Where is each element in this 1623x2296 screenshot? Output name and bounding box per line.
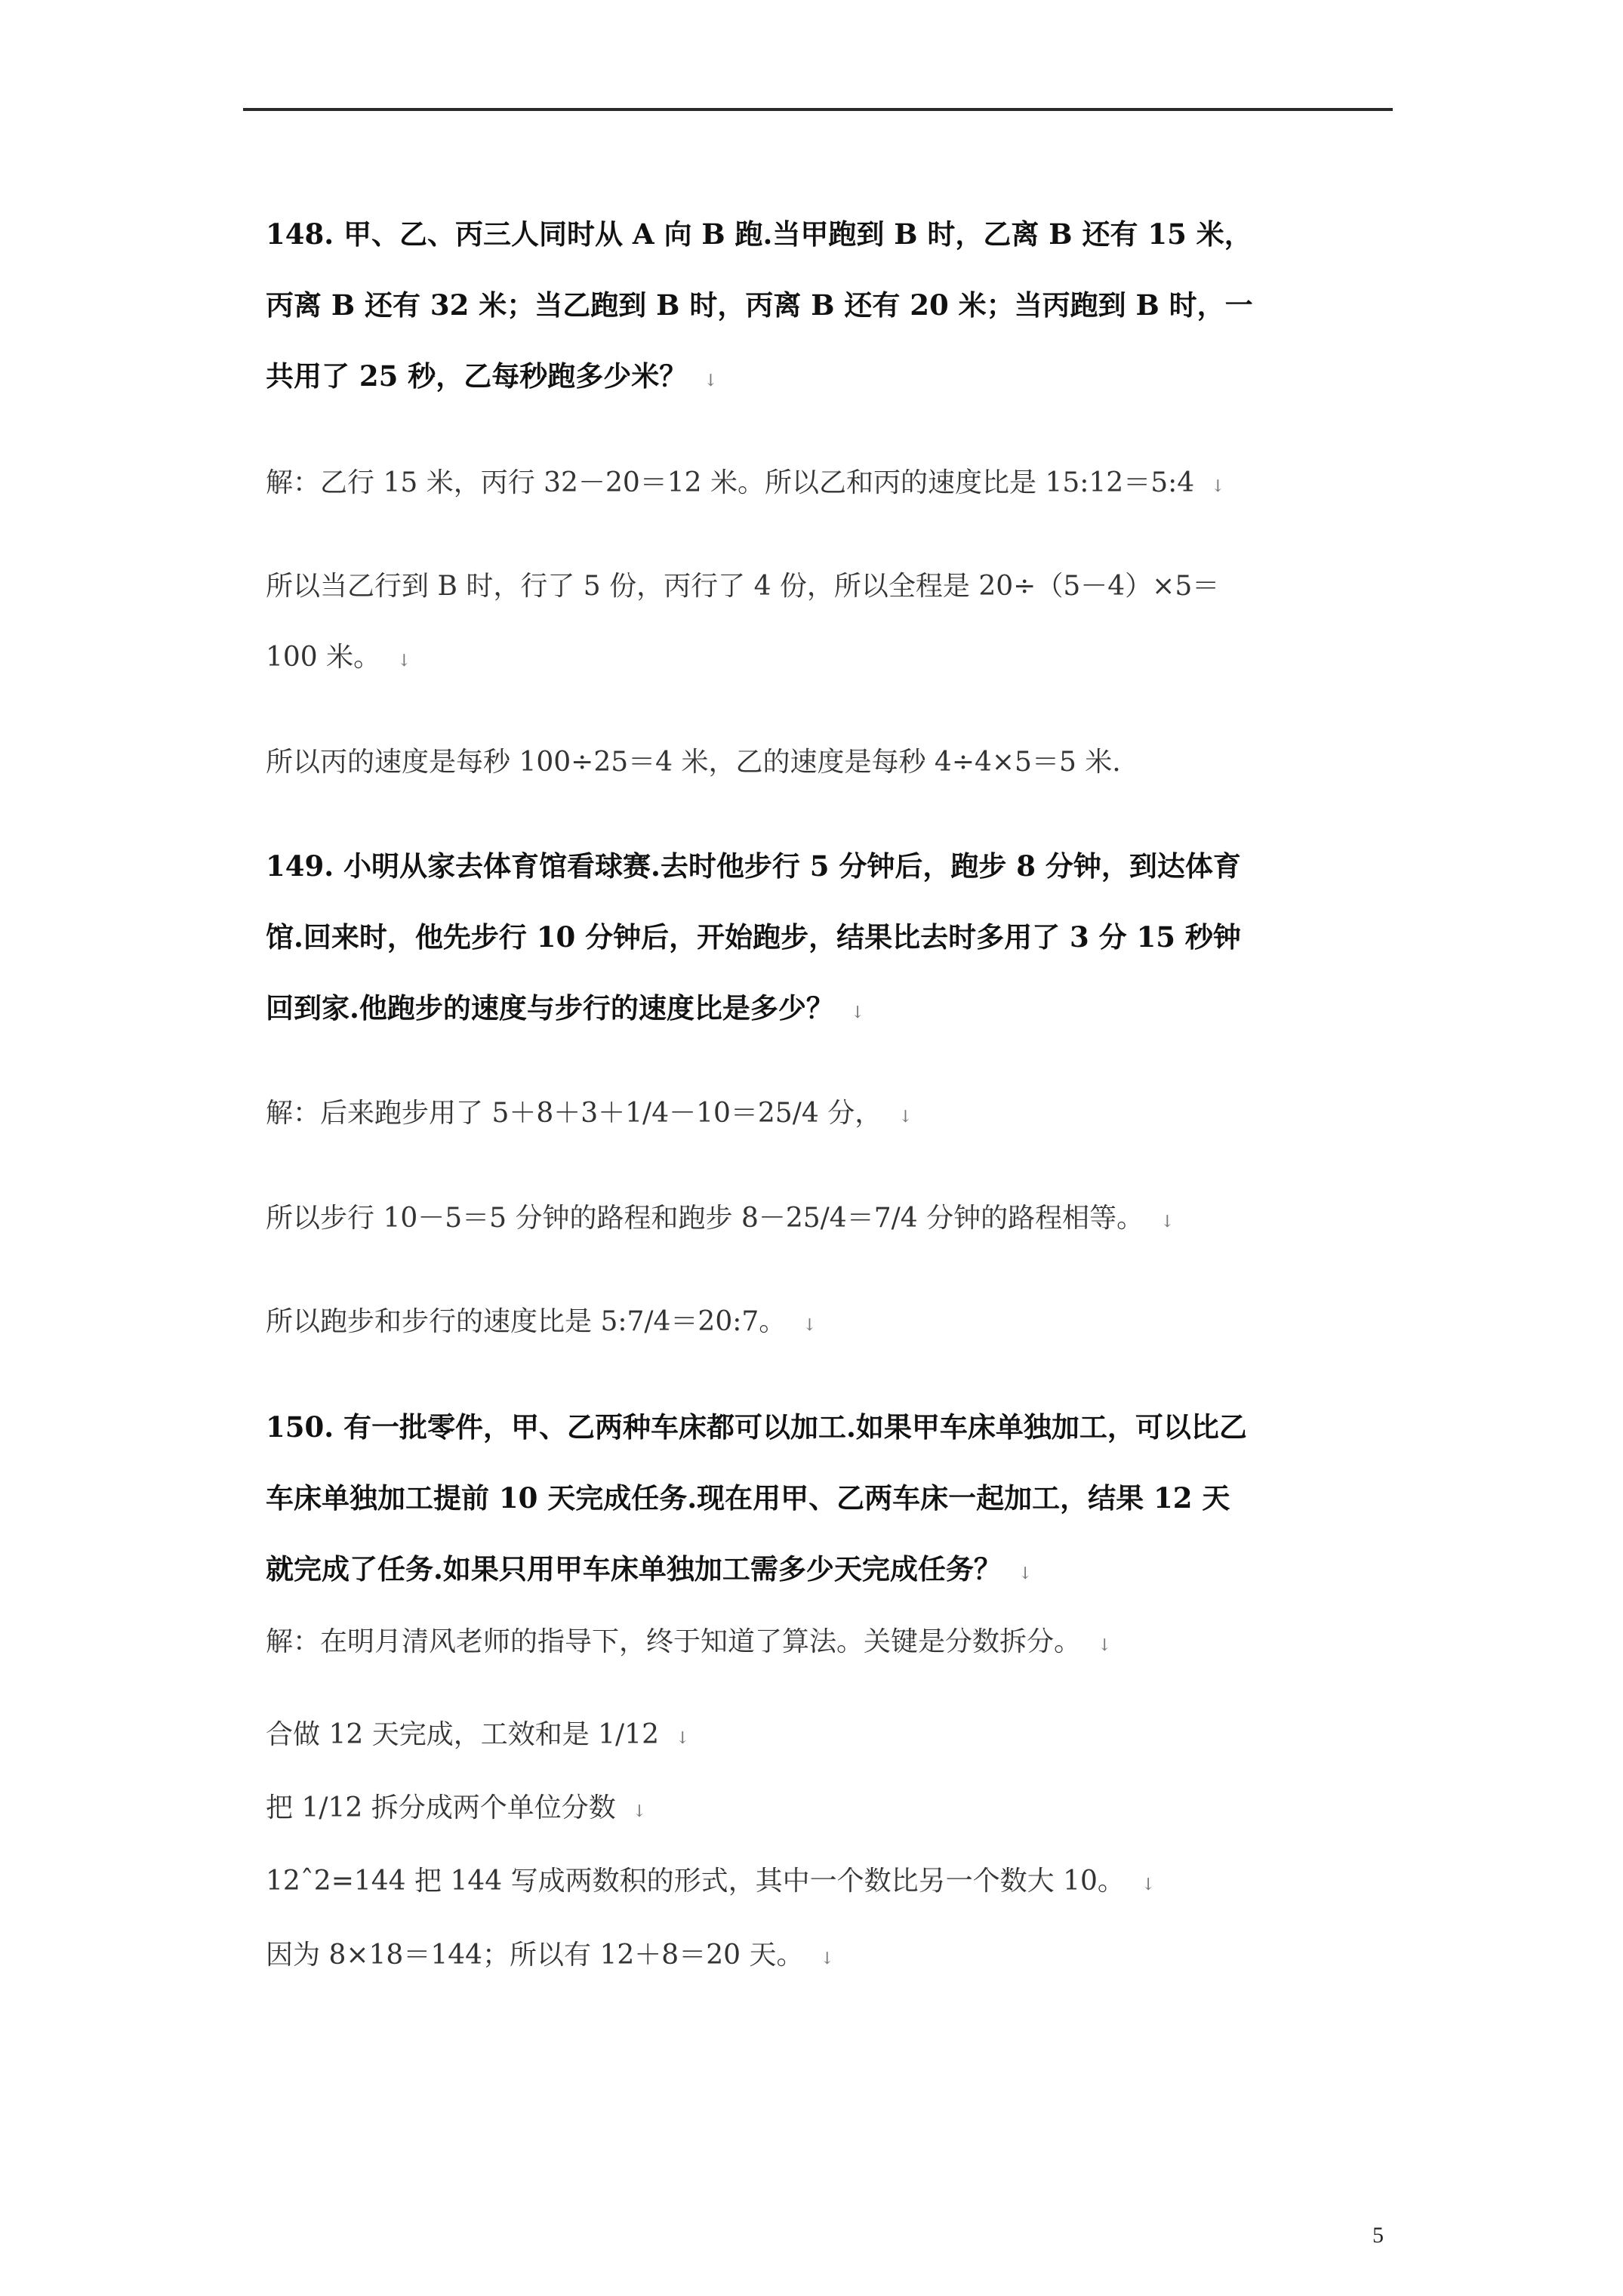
paragraph-mark: ↓ — [632, 1802, 647, 1821]
solution-text: 12ˆ2=144 把 144 写成两数积的形式，其中一个数比另一个数大 10。 — [266, 1866, 1125, 1897]
solution-text: 因为 8×18＝144；所以有 12＋8＝20 天。 — [266, 1940, 804, 1971]
solution-text: 解：在明月清风老师的指导下，终于知道了算法。关键是分数拆分。 — [266, 1626, 1082, 1657]
paragraph-mark: ↓ — [850, 1003, 865, 1022]
problem-150-solution-line-3 — [266, 1786, 1255, 1835]
paragraph-mark: ↓ — [704, 371, 718, 390]
paragraph-mark: ↓ — [802, 1316, 817, 1335]
problem-150-question — [266, 1391, 1255, 1610]
problem-149-question — [266, 831, 1255, 1049]
problem-149-solution-line-2 — [266, 1183, 1255, 1258]
question-text: 149. 小明从家去体育馆看球赛.去时他步行 5 分钟后，跑步 8 分钟，到达体育馆.回来时，他先步行 10 分钟后，开始跑步，结果比去时多用了 3 分 15 秒钟回到家.他跑步的速度与步行的速度比是多少？ — [266, 849, 1241, 1025]
problem-149-solution-line-1 — [266, 1078, 1255, 1153]
header-rule — [243, 108, 1393, 111]
paragraph-mark: ↓ — [1098, 1636, 1112, 1655]
solution-text: 把 1/12 拆分成两个单位分数 — [266, 1792, 616, 1823]
problem-148-solution-line-3 — [266, 727, 1255, 802]
solution-text: 所以丙的速度是每秒 100÷25＝4 米，乙的速度是每秒 4÷4×5＝5 米. — [266, 747, 1121, 778]
solution-text: 所以当乙行到 B 时，行了 5 份，丙行了 4 份，所以全程是 20÷（5－4）×5＝100 米。 — [266, 571, 1220, 673]
solution-text: 所以步行 10－5＝5 分钟的路程和跑步 8－25/4＝7/4 分钟的路程相等。 — [266, 1203, 1144, 1234]
paragraph-mark: ↓ — [1160, 1213, 1175, 1231]
solution-text: 所以跑步和步行的速度比是 5:7/4＝20:7。 — [266, 1306, 787, 1337]
question-text: 148. 甲、乙、丙三人同时从 A 向 B 跑.当甲跑到 B 时，乙离 B 还有 15 米，丙离 B 还有 32 米；当乙跑到 B 时，丙离 B 还有 20 米；当丙跑到 B 时，一共用了 25 秒，乙每秒跑多少米？ — [266, 217, 1253, 393]
paragraph-mark: ↓ — [397, 652, 411, 670]
paragraph-mark: ↓ — [820, 1949, 834, 1968]
problem-148-question — [266, 199, 1255, 417]
paragraph-mark: ↓ — [1018, 1564, 1033, 1583]
problem-150-solution-line-2 — [266, 1712, 1255, 1761]
paragraph-mark: ↓ — [1211, 477, 1225, 496]
solution-text: 解：后来跑步用了 5＋8＋3＋1/4－10＝25/4 分， — [266, 1098, 882, 1129]
problem-149-solution-line-3 — [266, 1287, 1255, 1361]
problem-148-solution-line-2 — [266, 551, 1255, 697]
paragraph-mark: ↓ — [675, 1729, 690, 1748]
problem-148-solution-line-1 — [266, 448, 1255, 522]
paragraph-mark: ↓ — [898, 1108, 913, 1126]
solution-text: 解：乙行 15 米，丙行 32－20＝12 米。所以乙和丙的速度比是 15:12＝5:4 — [266, 467, 1195, 498]
page-number: 5 — [1372, 2223, 1384, 2248]
problem-150-solution-line-5 — [266, 1933, 1255, 1982]
problem-150-solution-line-1 — [266, 1620, 1255, 1669]
paragraph-mark: ↓ — [1141, 1875, 1156, 1894]
problem-150-solution-line-4 — [266, 1859, 1255, 1908]
solution-text: 合做 12 天完成，工效和是 1/12 — [266, 1719, 659, 1750]
question-text: 150. 有一批零件，甲、乙两种车床都可以加工.如果甲车床单独加工，可以比乙车床单独加工提前 10 天完成任务.现在用甲、乙两车床一起加工，结果 12 天就完成了任务.如果只用甲车床单独加工需多少天完成任务？ — [266, 1410, 1247, 1586]
